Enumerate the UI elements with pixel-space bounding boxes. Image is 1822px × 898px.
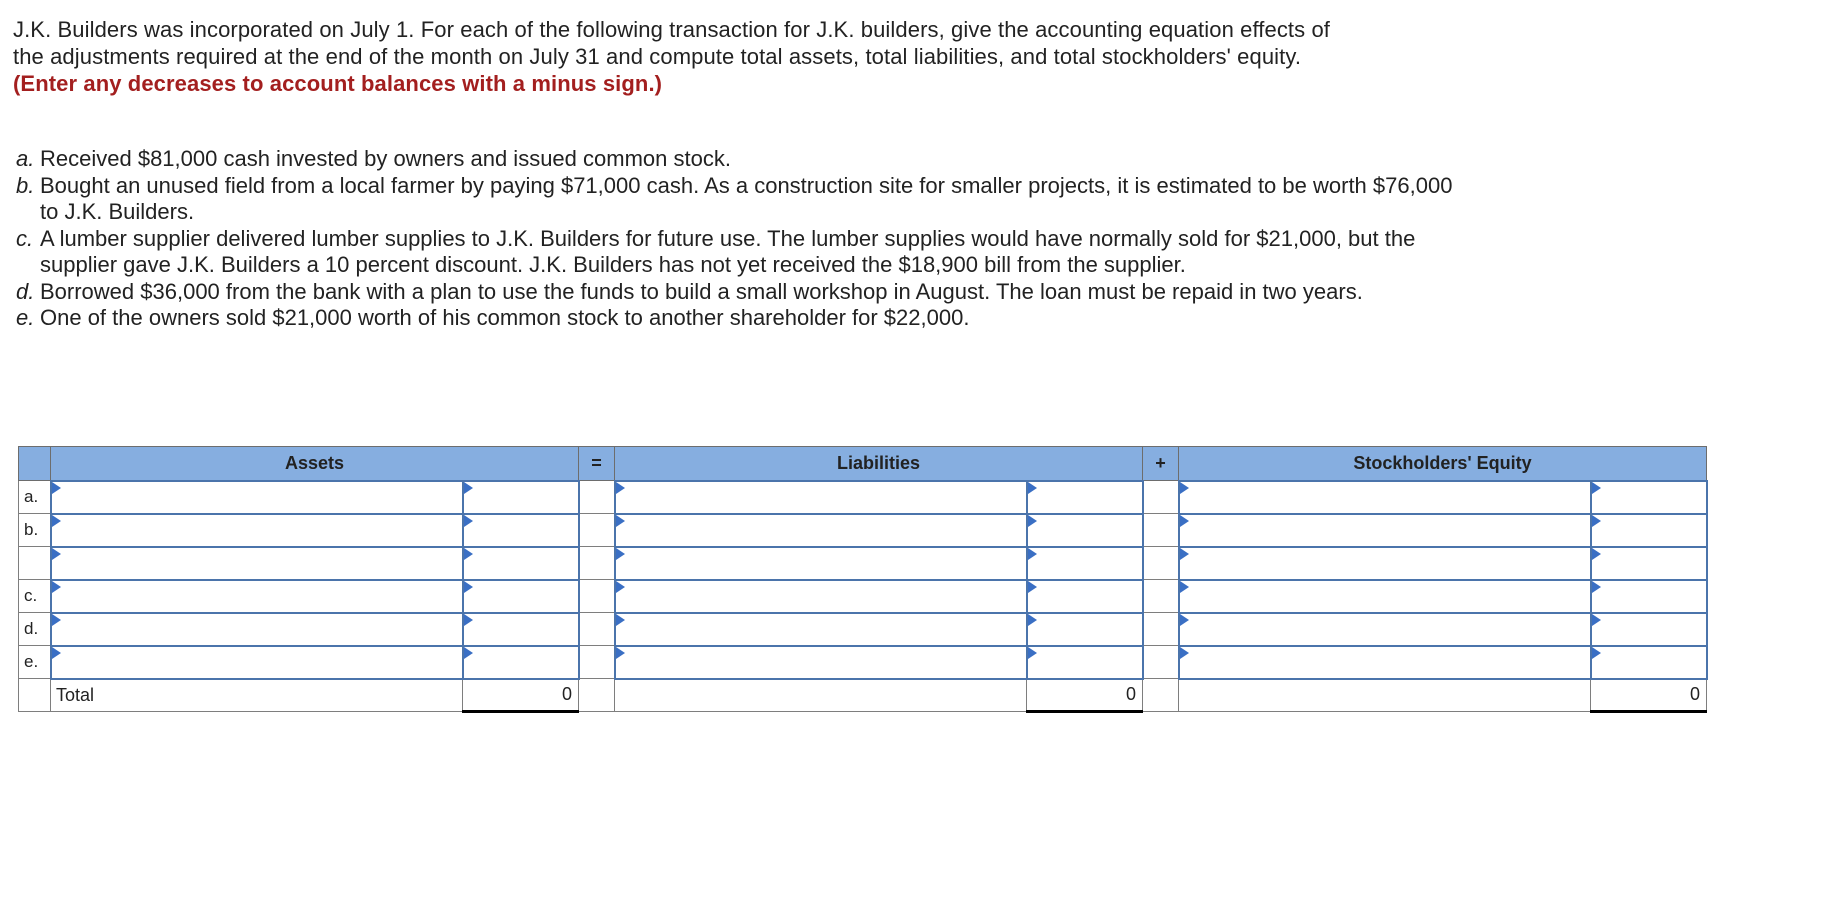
total-row [19,679,1707,712]
header-plus: + [1143,447,1179,481]
equity-amount-cell[interactable] [1591,613,1707,646]
transaction-e [16,305,1456,332]
equity-amount-cell[interactable] [1591,514,1707,547]
equity-amount-cell[interactable] [1591,547,1707,580]
assets-amount-cell[interactable] [463,547,579,580]
liabilities-amount-input[interactable] [1028,614,1142,645]
instructions-line-1: J.K. Builders was incorporated on July 1. For each of the following transaction for J.K. builders, give the accounting equation effects of [13,17,1331,42]
dropdown-marker-icon [1180,647,1189,659]
equity-account-cell[interactable] [1179,646,1591,679]
dropdown-marker-icon [1180,482,1189,494]
dropdown-marker-icon [616,515,625,527]
transaction-letter: d. [16,278,35,304]
dropdown-marker-icon [1028,581,1037,593]
equity-account-cell[interactable] [1179,580,1591,613]
assets-account-cell[interactable] [51,580,463,613]
liabilities-account-input[interactable] [616,548,1026,579]
equity-amount-input[interactable] [1592,515,1706,546]
table-row [19,613,1707,646]
assets-account-input[interactable] [52,548,462,579]
equity-amount-input[interactable] [1592,647,1706,678]
assets-account-cell[interactable] [51,514,463,547]
operator-spacer [1143,646,1179,679]
transaction-letter: b. [16,172,35,198]
header-stockholders-equity: Stockholders' Equity [1179,447,1707,481]
dropdown-marker-icon [52,581,61,593]
operator-spacer [579,580,615,613]
dropdown-marker-icon [464,581,473,593]
table-row [19,646,1707,679]
dropdown-marker-icon [464,647,473,659]
transaction-text: Received $81,000 cash invested by owners and issued common stock. [40,146,731,171]
liabilities-amount-cell[interactable] [1027,580,1143,613]
dropdown-marker-icon [1180,548,1189,560]
assets-amount-input[interactable] [464,548,578,579]
assets-amount-cell[interactable] [463,580,579,613]
liabilities-amount-input[interactable] [1028,548,1142,579]
dropdown-marker-icon [52,647,61,659]
assets-account-cell[interactable] [51,613,463,646]
dropdown-marker-icon [1592,581,1601,593]
operator-spacer [1143,679,1179,712]
dropdown-marker-icon [52,482,61,494]
dropdown-marker-icon [1592,548,1601,560]
liabilities-account-cell[interactable] [615,613,1027,646]
liabilities-account-input[interactable] [616,614,1026,645]
row-label: c. [19,580,51,613]
assets-account-input[interactable] [52,515,462,546]
liabilities-account-cell[interactable] [615,547,1027,580]
dropdown-marker-icon [1180,614,1189,626]
table-row [19,547,1707,580]
liabilities-amount-input[interactable] [1028,581,1142,612]
liabilities-amount-input[interactable] [1028,647,1142,678]
liabilities-account-cell[interactable] [615,580,1027,613]
operator-spacer [1143,613,1179,646]
equity-account-input[interactable] [1180,614,1590,645]
dropdown-marker-icon [52,548,61,560]
assets-total-value: 0 [463,679,579,712]
liabilities-account-cell[interactable] [615,514,1027,547]
operator-spacer [579,679,615,712]
liabilities-total-label [615,679,1027,712]
operator-spacer [579,481,615,514]
assets-amount-input[interactable] [464,482,578,513]
equity-account-cell[interactable] [1179,613,1591,646]
transaction-letter: e. [16,305,35,330]
dropdown-marker-icon [1592,515,1601,527]
assets-account-input[interactable] [52,614,462,645]
assets-account-input[interactable] [52,647,462,678]
assets-account-cell[interactable] [51,646,463,679]
equity-total-label [1179,679,1591,712]
dropdown-marker-icon [464,515,473,527]
instructions-hint: (Enter any decreases to account balances with a minus sign.) [13,71,663,96]
operator-spacer [1143,481,1179,514]
equity-amount-input[interactable] [1592,482,1706,513]
instructions [13,16,1453,97]
liabilities-amount-cell[interactable] [1027,613,1143,646]
equity-account-cell[interactable] [1179,481,1591,514]
transaction-letter: a. [16,146,35,171]
operator-spacer [579,514,615,547]
equity-amount-input[interactable] [1592,581,1706,612]
liabilities-account-cell[interactable] [615,481,1027,514]
equity-account-input[interactable] [1180,647,1590,678]
transaction-c [16,226,1456,279]
liabilities-amount-cell[interactable] [1027,547,1143,580]
assets-amount-input[interactable] [464,515,578,546]
operator-spacer [579,613,615,646]
total-row-blank [19,679,51,712]
transaction-text: One of the owners sold $21,000 worth of his common stock to another shareholder for $22,000. [40,305,970,330]
equity-account-input[interactable] [1180,515,1590,546]
dropdown-marker-icon [52,515,61,527]
equity-amount-cell[interactable] [1591,481,1707,514]
operator-spacer [579,547,615,580]
dropdown-marker-icon [1028,647,1037,659]
liabilities-amount-cell[interactable] [1027,514,1143,547]
header-assets: Assets [51,447,579,481]
equity-amount-input[interactable] [1592,548,1706,579]
transaction-text: Borrowed $36,000 from the bank with a plan to use the funds to build a small workshop in August. The loan must be repaid in two years. [40,278,1363,304]
assets-total-label: Total [51,679,463,712]
operator-spacer [1143,514,1179,547]
assets-amount-cell[interactable] [463,514,579,547]
row-label: e. [19,646,51,679]
transaction-a [16,146,1456,173]
liabilities-account-input[interactable] [616,647,1026,678]
dropdown-marker-icon [1592,482,1601,494]
row-label: b. [19,514,51,547]
row-label: d. [19,613,51,646]
dropdown-marker-icon [616,548,625,560]
assets-amount-cell[interactable] [463,481,579,514]
table-row [19,580,1707,613]
assets-amount-input[interactable] [464,581,578,612]
dropdown-marker-icon [1028,614,1037,626]
dropdown-marker-icon [616,581,625,593]
dropdown-marker-icon [616,482,625,494]
instructions-line-2: the adjustments required at the end of the month on July 31 and compute total assets, total liabilities, and total stockholders' equity. [13,44,1302,69]
dropdown-marker-icon [616,647,625,659]
equity-amount-input[interactable] [1592,614,1706,645]
operator-spacer [1143,580,1179,613]
liabilities-total-value: 0 [1027,679,1143,712]
dropdown-marker-icon [1028,515,1037,527]
assets-account-input[interactable] [52,482,462,513]
row-label: a. [19,481,51,514]
dropdown-marker-icon [1180,581,1189,593]
equity-account-cell[interactable] [1179,547,1591,580]
assets-amount-cell[interactable] [463,613,579,646]
transaction-d [16,279,1456,306]
equity-account-input[interactable] [1180,482,1590,513]
liabilities-account-input[interactable] [616,515,1026,546]
row-label [19,547,51,580]
transaction-text: A lumber supplier delivered lumber supplies to J.K. Builders for future use. The lumber supplies would have normally sold for $21,000, but the supplier gave J.K. Builders a 10 percent discount. J.K. Builders has not yet received the $18,900 bill from the supplier. [40,225,1416,277]
liabilities-account-cell[interactable] [615,646,1027,679]
assets-account-cell[interactable] [51,481,463,514]
operator-spacer [1143,547,1179,580]
header-liabilities: Liabilities [615,447,1143,481]
dropdown-marker-icon [1028,548,1037,560]
liabilities-amount-input[interactable] [1028,482,1142,513]
equity-amount-cell[interactable] [1591,646,1707,679]
dropdown-marker-icon [464,548,473,560]
operator-spacer [579,646,615,679]
table-row [19,514,1707,547]
assets-amount-input[interactable] [464,647,578,678]
dropdown-marker-icon [1180,515,1189,527]
liabilities-account-input[interactable] [616,581,1026,612]
liabilities-account-input[interactable] [616,482,1026,513]
equity-amount-cell[interactable] [1591,580,1707,613]
liabilities-amount-cell[interactable] [1027,481,1143,514]
dropdown-marker-icon [464,614,473,626]
equity-account-input[interactable] [1180,548,1590,579]
transaction-list [16,146,1456,332]
dropdown-marker-icon [1592,614,1601,626]
dropdown-marker-icon [616,614,625,626]
transaction-text: Bought an unused field from a local farmer by paying $71,000 cash. As a construction site for smaller projects, it is estimated to be worth $76,000 to J.K. Builders. [40,172,1453,224]
table-row [19,481,1707,514]
header-equals: = [579,447,615,481]
dropdown-marker-icon [52,614,61,626]
equity-total-value: 0 [1591,679,1707,712]
accounting-equation-table [18,446,1708,713]
assets-account-input[interactable] [52,581,462,612]
assets-amount-cell[interactable] [463,646,579,679]
header-blank [19,447,51,481]
table-header-row [19,447,1707,481]
liabilities-amount-cell[interactable] [1027,646,1143,679]
dropdown-marker-icon [464,482,473,494]
assets-account-cell[interactable] [51,547,463,580]
dropdown-marker-icon [1592,647,1601,659]
transaction-b [16,173,1456,226]
dropdown-marker-icon [1028,482,1037,494]
equity-account-input[interactable] [1180,581,1590,612]
assets-amount-input[interactable] [464,614,578,645]
equity-account-cell[interactable] [1179,514,1591,547]
liabilities-amount-input[interactable] [1028,515,1142,546]
transaction-letter: c. [16,225,34,251]
